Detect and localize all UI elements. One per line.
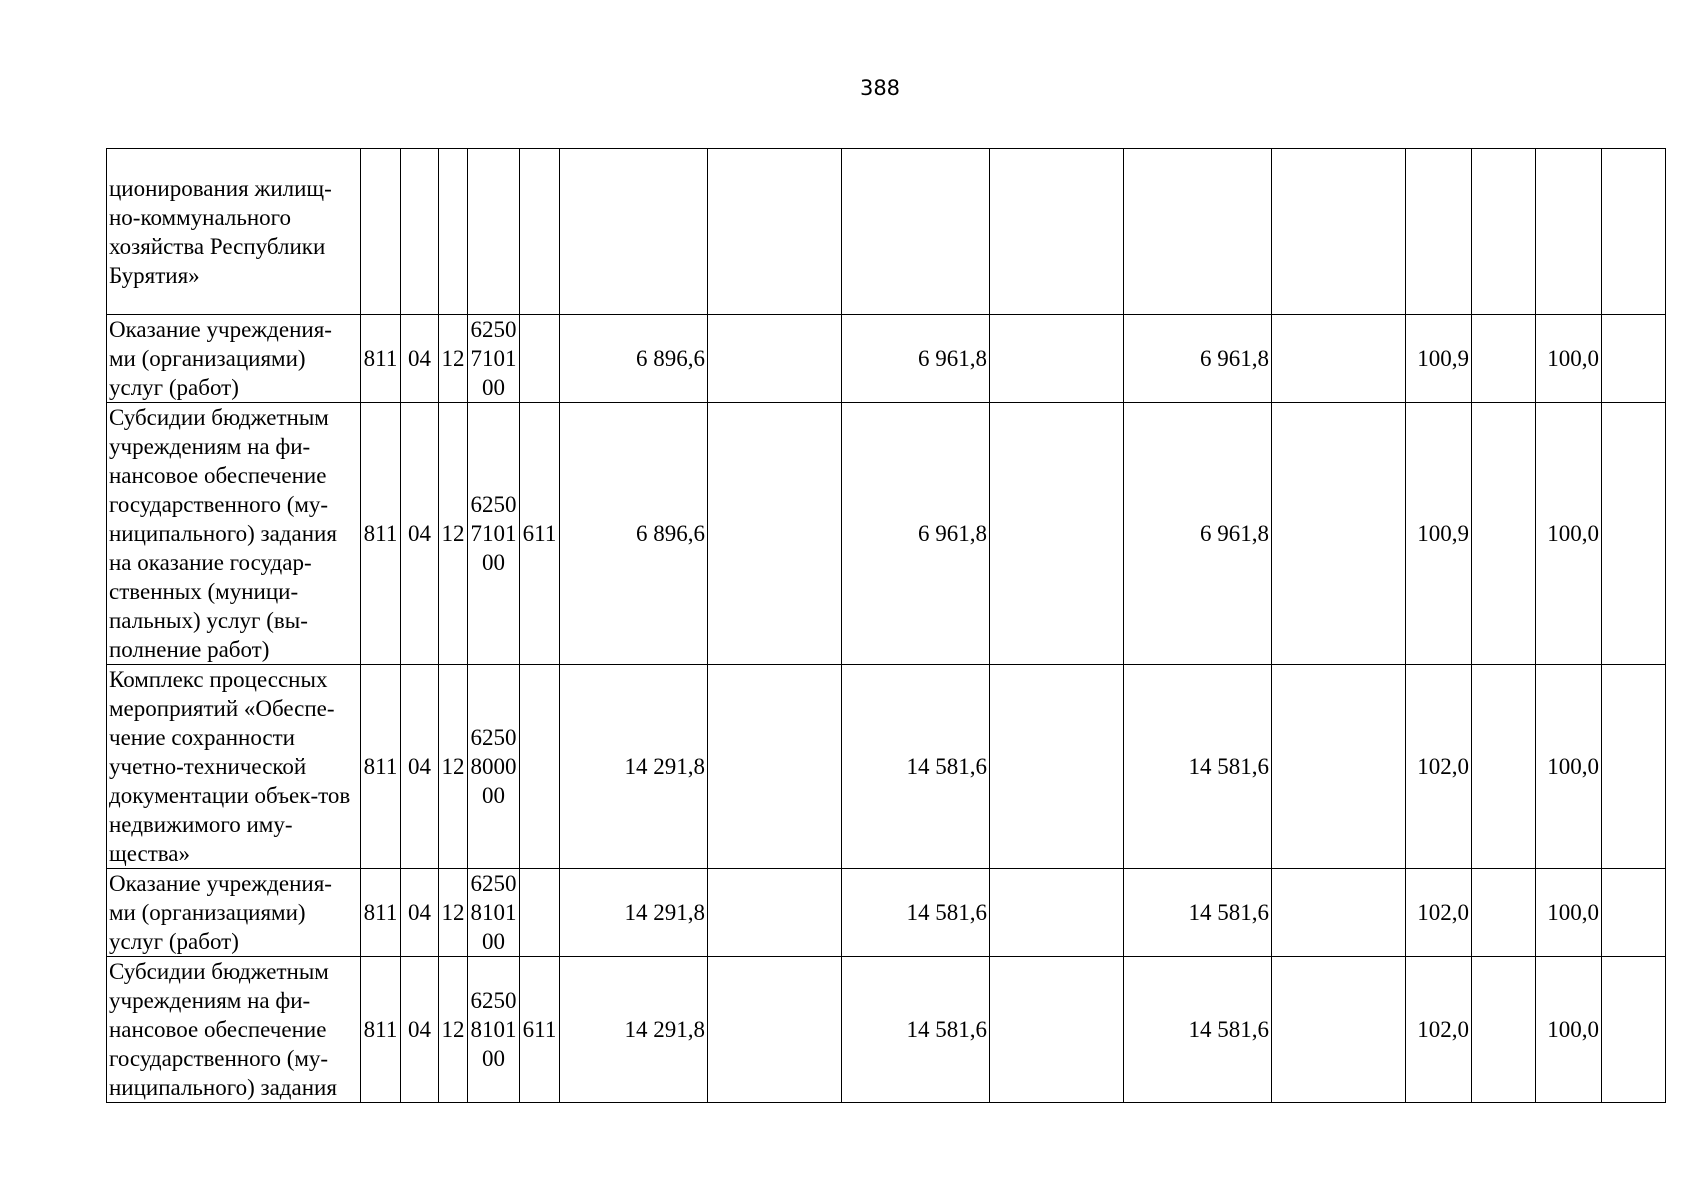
target-article-part: 8101 (470, 900, 517, 925)
empty-cell (1272, 665, 1406, 869)
empty-cell (708, 403, 842, 665)
value-2-cell: 6 961,8 (842, 315, 990, 403)
percent-2-cell: 100,0 (1536, 665, 1602, 869)
section-code-cell: 04 (401, 869, 439, 957)
target-article-part: 6250 (470, 725, 517, 750)
empty-cell (1472, 403, 1536, 665)
target-article-part: 00 (482, 375, 505, 400)
subsection-code-cell: 12 (439, 403, 468, 665)
subsection-code-cell: 12 (439, 315, 468, 403)
empty-cell (1272, 315, 1406, 403)
target-article-part: 7101 (470, 521, 517, 546)
target-article-part: 00 (482, 929, 505, 954)
table-row (107, 403, 1666, 665)
empty-cell (1472, 149, 1536, 315)
section-code-cell: 04 (401, 315, 439, 403)
percent-2-cell: 100,0 (1536, 869, 1602, 957)
target-article-part: 8101 (470, 1017, 517, 1042)
target-article-cell (468, 869, 520, 957)
ministry-code-cell: 811 (361, 869, 401, 957)
section-code-cell (401, 149, 439, 315)
empty-cell (1602, 869, 1666, 957)
percent-2-cell: 100,0 (1536, 957, 1602, 1103)
value-2-cell: 14 581,6 (842, 665, 990, 869)
empty-cell (1472, 869, 1536, 957)
empty-cell (708, 665, 842, 869)
percent-1-cell: 102,0 (1406, 869, 1472, 957)
section-code-cell: 04 (401, 403, 439, 665)
percent-2-cell (1536, 149, 1602, 315)
empty-cell (1272, 869, 1406, 957)
table-row (107, 315, 1666, 403)
page-number: 388 (859, 76, 901, 100)
expense-type-cell (520, 315, 560, 403)
value-1-cell: 14 291,8 (560, 665, 708, 869)
percent-1-cell: 100,9 (1406, 403, 1472, 665)
value-3-cell: 6 961,8 (1124, 403, 1272, 665)
percent-2-cell: 100,0 (1536, 315, 1602, 403)
value-2-cell (842, 149, 990, 315)
table-row (107, 957, 1666, 1103)
value-3-cell (1124, 149, 1272, 315)
subsection-code-cell (439, 149, 468, 315)
empty-cell (990, 869, 1124, 957)
empty-cell (1602, 403, 1666, 665)
value-1-cell: 6 896,6 (560, 315, 708, 403)
value-3-cell: 14 581,6 (1124, 869, 1272, 957)
row-name-cell: Оказание учреждения-ми (организациями) услуг (работ) (107, 869, 361, 957)
row-name-cell: Оказание учреждения-ми (организациями) услуг (работ) (107, 315, 361, 403)
value-2-cell: 6 961,8 (842, 403, 990, 665)
value-1-cell: 14 291,8 (560, 957, 708, 1103)
value-2-cell: 14 581,6 (842, 957, 990, 1103)
value-3-cell: 14 581,6 (1124, 957, 1272, 1103)
section-code-cell: 04 (401, 665, 439, 869)
section-code-cell: 04 (401, 957, 439, 1103)
empty-cell (708, 957, 842, 1103)
empty-cell (708, 869, 842, 957)
ministry-code-cell: 811 (361, 403, 401, 665)
empty-cell (1272, 957, 1406, 1103)
percent-1-cell: 102,0 (1406, 665, 1472, 869)
empty-cell (1602, 957, 1666, 1103)
table-row (107, 869, 1666, 957)
value-3-cell: 14 581,6 (1124, 665, 1272, 869)
empty-cell (1272, 403, 1406, 665)
target-article-part: 8000 (470, 754, 517, 779)
percent-1-cell (1406, 149, 1472, 315)
target-article-part: 00 (482, 1046, 505, 1071)
empty-cell (990, 403, 1124, 665)
empty-cell (1472, 957, 1536, 1103)
ministry-code-cell: 811 (361, 957, 401, 1103)
percent-1-cell: 100,9 (1406, 315, 1472, 403)
subsection-code-cell: 12 (439, 665, 468, 869)
empty-cell (1602, 665, 1666, 869)
empty-cell (990, 665, 1124, 869)
target-article-part: 00 (482, 783, 505, 808)
empty-cell (1472, 665, 1536, 869)
row-name-cell: Комплекс процессных мероприятий «Обеспе-чение сохранности учетно-технической документации объек-тов недвижимого иму-щества» (107, 665, 361, 869)
ministry-code-cell (361, 149, 401, 315)
target-article-part: 6250 (470, 317, 517, 342)
empty-cell (1602, 149, 1666, 315)
empty-cell (708, 149, 842, 315)
value-3-cell: 6 961,8 (1124, 315, 1272, 403)
row-name-cell: ционирования жилищ-но-коммунального хозяйства Республики Бурятия» (107, 149, 361, 315)
ministry-code-cell: 811 (361, 665, 401, 869)
target-article-cell (468, 315, 520, 403)
expense-type-cell (520, 665, 560, 869)
value-1-cell: 14 291,8 (560, 869, 708, 957)
empty-cell (1602, 315, 1666, 403)
empty-cell (990, 149, 1124, 315)
expense-type-cell: 611 (520, 957, 560, 1103)
empty-cell (1472, 315, 1536, 403)
row-name-cell: Субсидии бюджетным учреждениям на фи-нансовое обеспечение государственного (му-ниципального) задания на оказание государ-ственных (муници-пальных) услуг (вы-полнение работ) (107, 403, 361, 665)
table-row (107, 149, 1666, 315)
table-row (107, 665, 1666, 869)
target-article-part: 6250 (470, 988, 517, 1013)
empty-cell (1272, 149, 1406, 315)
target-article-cell (468, 403, 520, 665)
percent-2-cell: 100,0 (1536, 403, 1602, 665)
subsection-code-cell: 12 (439, 957, 468, 1103)
value-1-cell: 6 896,6 (560, 403, 708, 665)
target-article-cell (468, 665, 520, 869)
target-article-part: 6250 (470, 492, 517, 517)
expense-type-cell (520, 149, 560, 315)
percent-1-cell: 102,0 (1406, 957, 1472, 1103)
target-article-part: 00 (482, 550, 505, 575)
value-2-cell: 14 581,6 (842, 869, 990, 957)
ministry-code-cell: 811 (361, 315, 401, 403)
target-article-cell (468, 149, 520, 315)
empty-cell (990, 315, 1124, 403)
value-1-cell (560, 149, 708, 315)
row-name-cell: Субсидии бюджетным учреждениям на фи-нансовое обеспечение государственного (му-ниципального) задания (107, 957, 361, 1103)
empty-cell (990, 957, 1124, 1103)
expense-type-cell: 611 (520, 403, 560, 665)
subsection-code-cell: 12 (439, 869, 468, 957)
budget-table (106, 148, 1666, 1103)
target-article-part: 6250 (470, 871, 517, 896)
target-article-part: 7101 (470, 346, 517, 371)
empty-cell (708, 315, 842, 403)
expense-type-cell (520, 869, 560, 957)
target-article-cell (468, 957, 520, 1103)
